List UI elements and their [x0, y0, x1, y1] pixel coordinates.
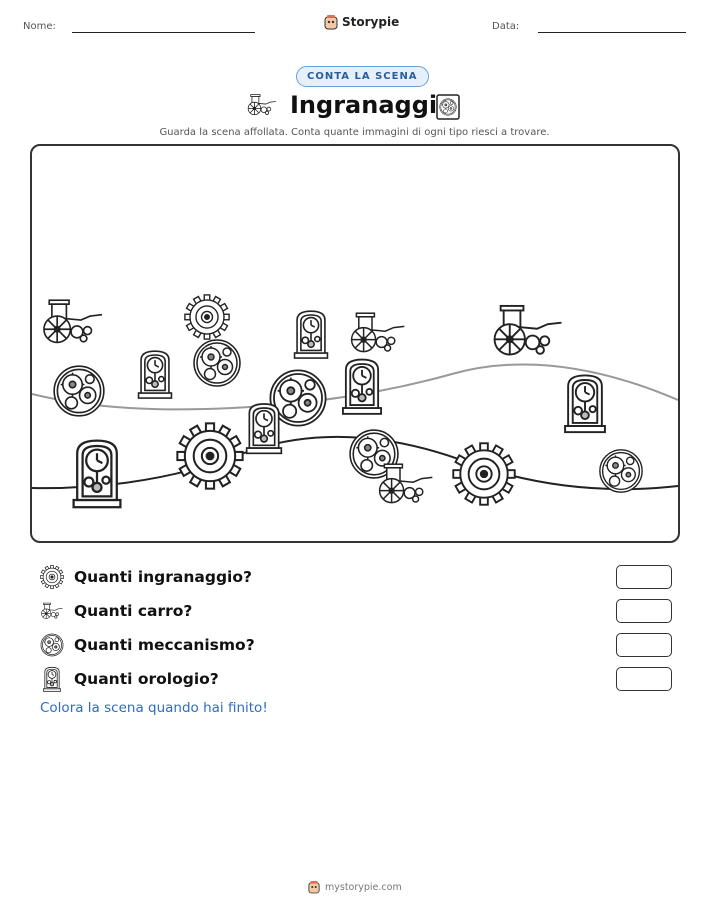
mechanism-icon: [436, 94, 460, 120]
question-text: Quanti meccanismo?: [74, 636, 255, 654]
cart-icon: [44, 300, 102, 342]
brand-logo: [324, 14, 399, 30]
footer: [308, 880, 402, 894]
date-line[interactable]: [538, 32, 686, 33]
mechanism-icon: [194, 340, 240, 386]
storypie-mascot-icon: [308, 880, 320, 894]
questions-list: [40, 560, 672, 696]
mechanism-icon: [600, 450, 642, 492]
clock-icon: [74, 441, 121, 508]
gear-icon: [40, 565, 64, 589]
cart-icon: [352, 313, 405, 351]
date-label: Data:: [492, 21, 520, 32]
page-title: Ingranaggi: [290, 91, 438, 119]
mechanism-icon: [40, 633, 64, 657]
cart-icon: [380, 464, 433, 502]
clock-icon: [139, 351, 172, 398]
mechanism-icon: [54, 366, 104, 416]
clock-icon: [247, 404, 282, 453]
instructions: Guarda la scena affollata. Conta quante immagini di ogni tipo riesci a trovare.: [159, 127, 550, 138]
clock-icon: [343, 360, 381, 414]
cart-icon: [40, 601, 64, 621]
question-row: [40, 594, 672, 628]
brand-name: Storypie: [342, 15, 400, 29]
storypie-mascot-icon: [324, 14, 338, 30]
question-row: [40, 628, 672, 662]
cart-icon: [246, 94, 278, 116]
cart-icon: [495, 306, 562, 355]
question-text: Quanti orologio?: [74, 670, 219, 688]
clock-icon: [40, 666, 64, 692]
gear-icon: [185, 295, 229, 339]
question-row: [40, 662, 672, 696]
name-label: Nome:: [23, 21, 56, 32]
scene-frame: [30, 144, 680, 543]
name-line[interactable]: [72, 32, 255, 33]
section-pill: CONTA LA SCENA: [296, 66, 429, 87]
footer-url[interactable]: mystorypie.com: [325, 881, 402, 893]
clock-icon: [565, 375, 605, 432]
gear-icon: [177, 423, 242, 488]
answer-box[interactable]: [616, 633, 672, 657]
answer-box[interactable]: [616, 667, 672, 691]
scene-illustration: [32, 146, 678, 541]
coloring-note: Colora la scena quando hai finito!: [40, 700, 268, 716]
answer-box[interactable]: [616, 565, 672, 589]
clock-icon: [295, 311, 328, 358]
question-text: Quanti ingranaggio?: [74, 568, 253, 586]
answer-box[interactable]: [616, 599, 672, 623]
gear-icon: [453, 443, 514, 504]
question-text: Quanti carro?: [74, 602, 193, 620]
question-row: [40, 560, 672, 594]
